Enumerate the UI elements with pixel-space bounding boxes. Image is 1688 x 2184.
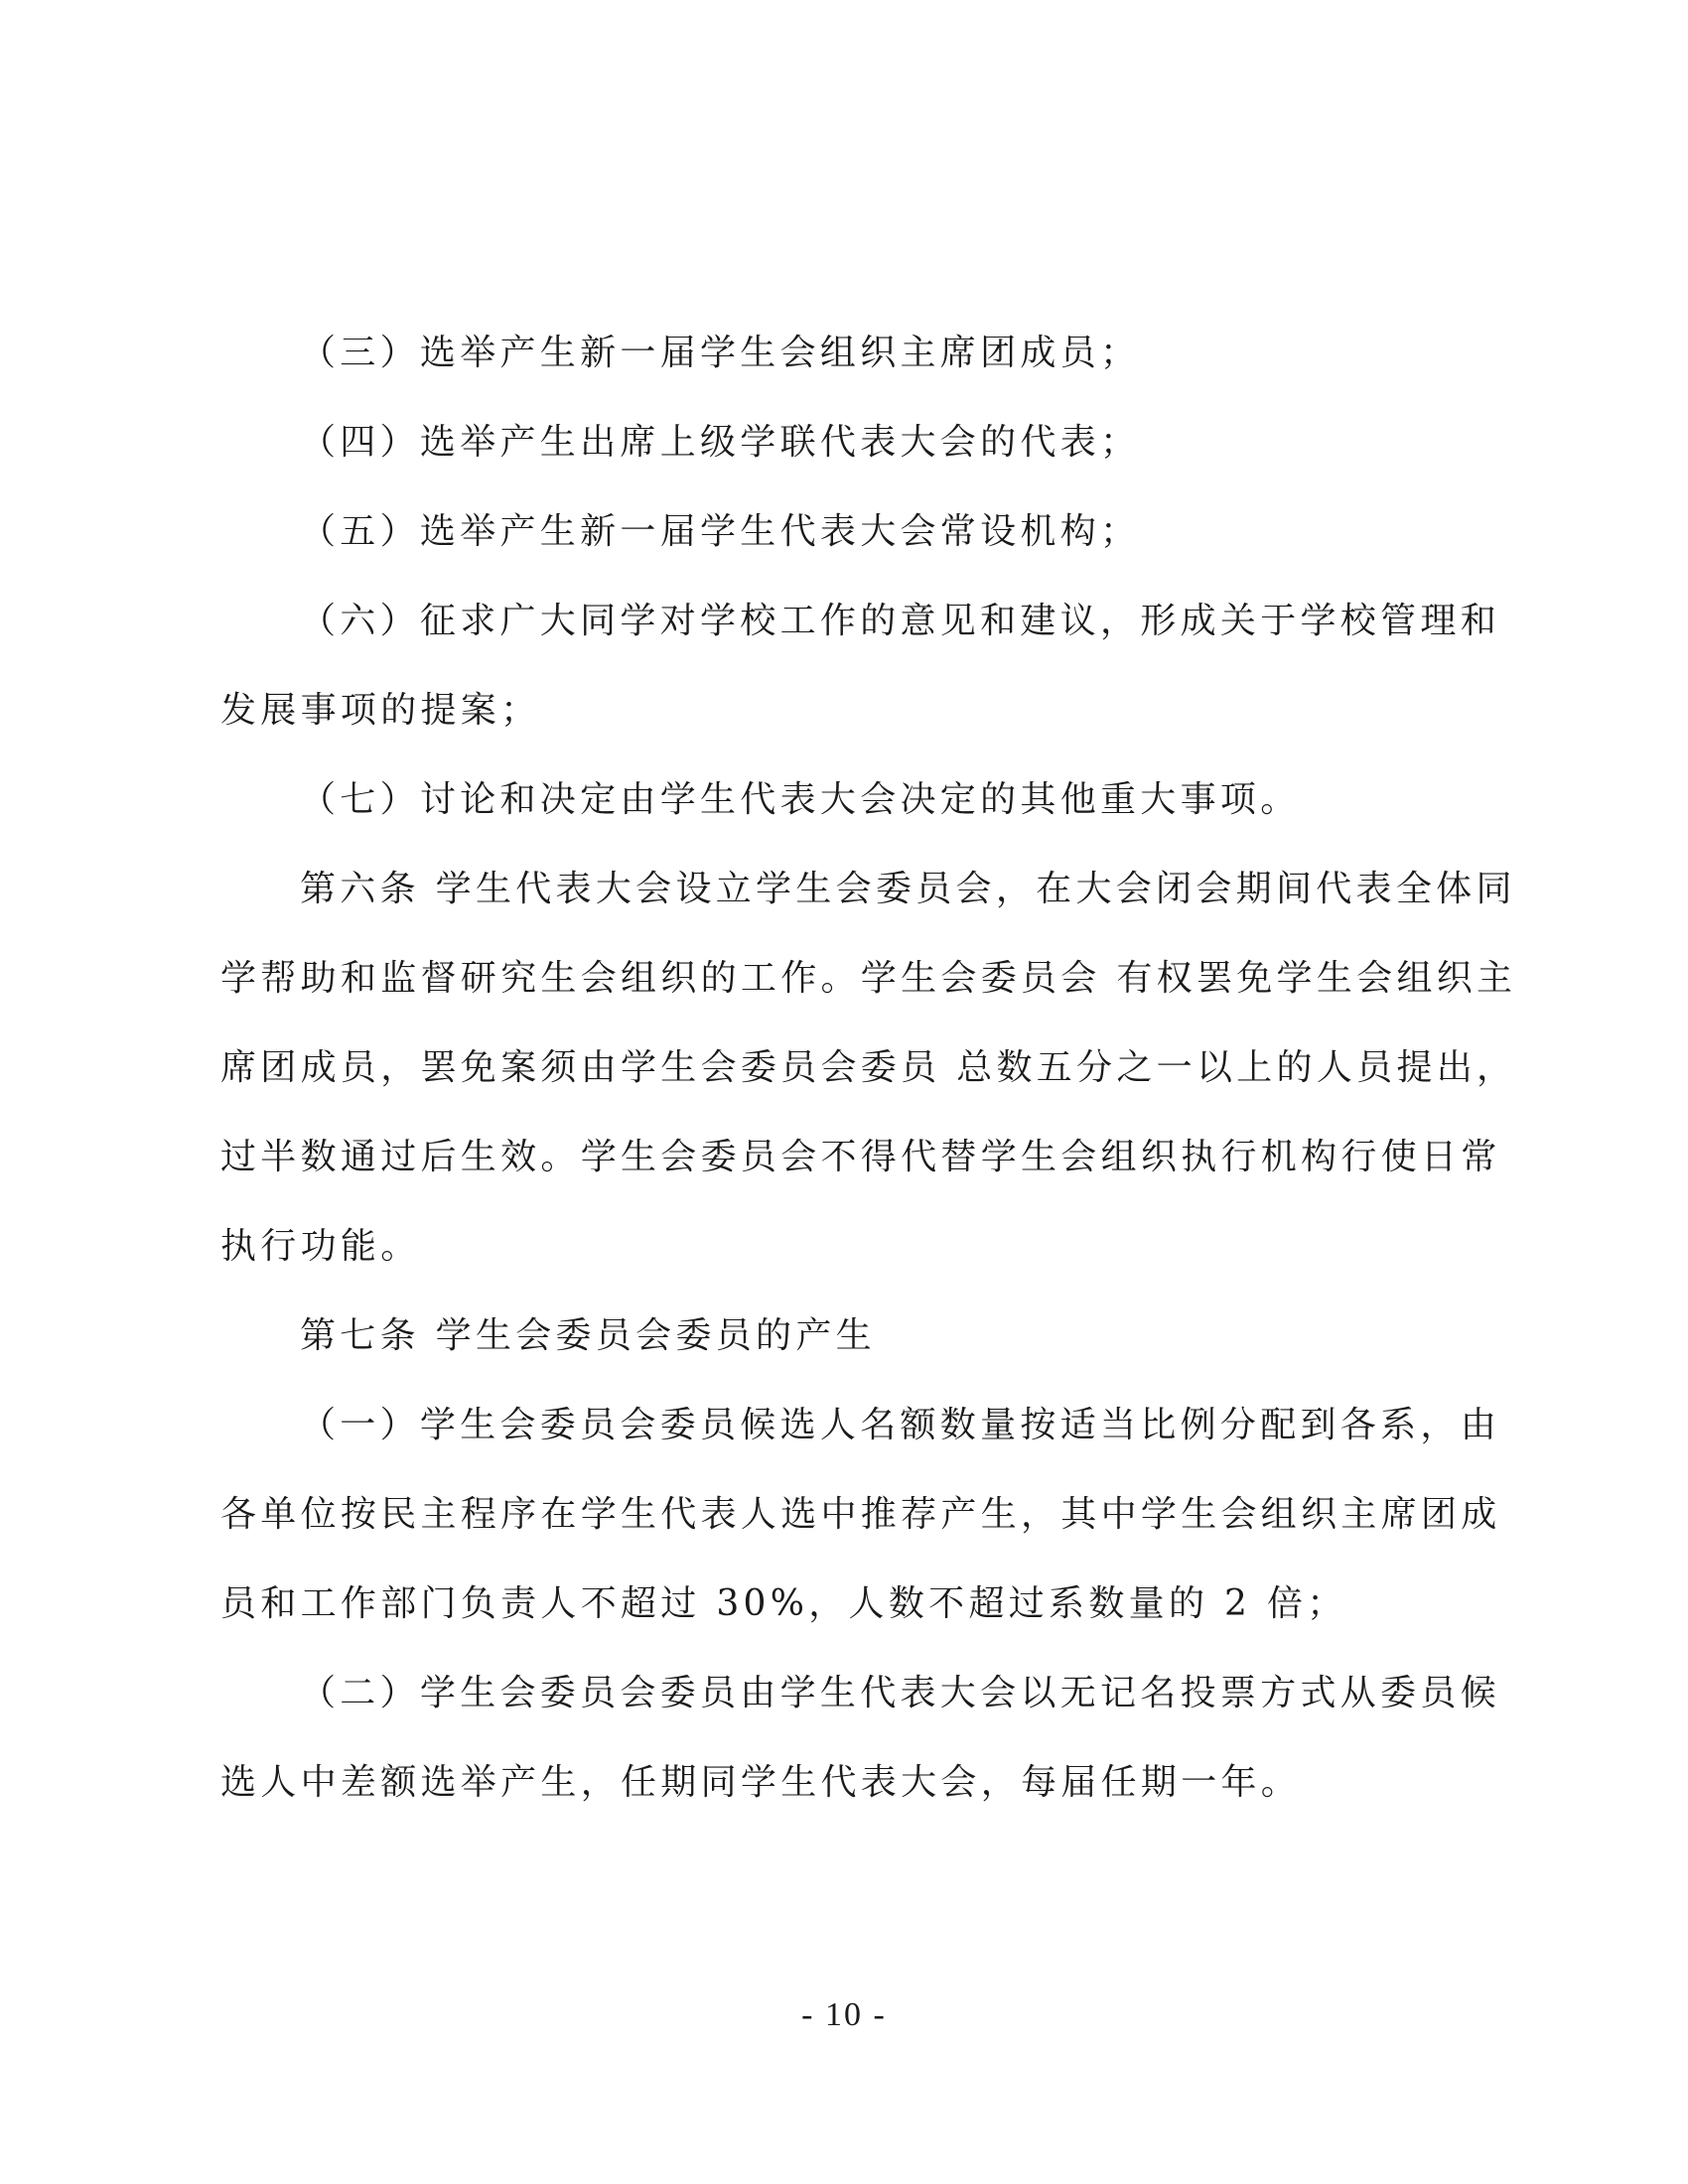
paragraph-line: （三）选举产生新一届学生会组织主席团成员； xyxy=(300,333,1141,373)
paragraph-line: 执行功能。 xyxy=(220,1226,421,1267)
paragraph-line: （六）征求广大同学对学校工作的意见和建议，形成关于学校管理和 xyxy=(300,601,1501,641)
paragraph-line: 席团成员，罢免案须由学生会委员会委员 总数五分之一以上的人员提出， xyxy=(220,1047,1517,1088)
paragraph-line: （一）学生会委员会委员候选人名额数量按适当比例分配到各系，由 xyxy=(300,1405,1501,1445)
paragraph-line: 学帮助和监督研究生会组织的工作。学生会委员会 有权罢免学生会组织主 xyxy=(220,958,1517,999)
paragraph-line: 员和工作部门负责人不超过 30%，人数不超过系数量的 2 倍； xyxy=(220,1583,1347,1624)
page-number: - 10 - xyxy=(801,1996,887,2033)
paragraph-line: （七）讨论和决定由学生代表大会决定的其他重大事项。 xyxy=(300,779,1301,820)
paragraph-line: 过半数通过后生效。学生会委员会不得代替学生会组织执行机构行使日常 xyxy=(220,1137,1501,1177)
paragraph-line: 选人中差额选举产生，任期同学生代表大会，每届任期一年。 xyxy=(220,1762,1302,1803)
paragraph-line: （四）选举产生出席上级学联代表大会的代表； xyxy=(300,422,1141,463)
article-heading-line: 第七条 学生会委员会委员的产生 xyxy=(300,1315,876,1356)
paragraph-line: （二）学生会委员会委员由学生代表大会以无记名投票方式从委员候 xyxy=(300,1673,1501,1713)
article-heading-line: 第六条 学生代表大会设立学生会委员会，在大会闭会期间代表全体同 xyxy=(300,869,1516,909)
paragraph-line: 各单位按民主程序在学生代表人选中推荐产生，其中学生会组织主席团成 xyxy=(220,1494,1501,1535)
paragraph-line: （五）选举产生新一届学生代表大会常设机构； xyxy=(300,511,1141,552)
paragraph-line: 发展事项的提案； xyxy=(220,690,541,731)
